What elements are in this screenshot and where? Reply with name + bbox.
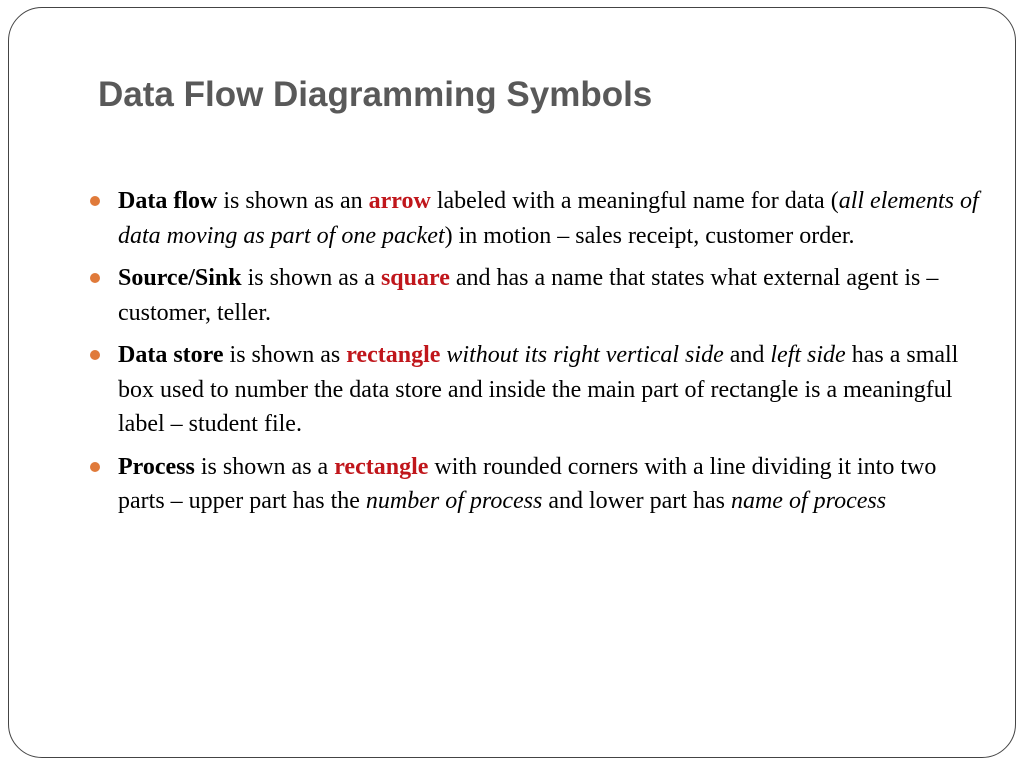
bullet-italic: all elements of data moving as part of one packet xyxy=(118,188,979,249)
bullet-text: ) in motion – sales receipt, customer order. xyxy=(444,222,855,249)
bullet-dot-icon xyxy=(90,196,100,206)
slide-title: Data Flow Diagramming Symbols xyxy=(98,75,653,114)
bullet-text: with rounded corners with a line dividing it into two parts – upper part has the xyxy=(118,453,937,514)
bullet-item-process xyxy=(89,450,979,519)
bullet-italic: without its right vertical side xyxy=(446,342,724,368)
bullet-text: labeled with a meaningful name for data ( xyxy=(430,188,839,214)
bullet-highlight: arrow xyxy=(368,188,431,214)
bullet-italic: number of process xyxy=(365,488,543,514)
bullet-term: Data store xyxy=(118,342,224,368)
bullet-text: is shown as a xyxy=(194,453,335,480)
bullet-text: and has a name that states what external agent is – customer, teller. xyxy=(118,265,939,326)
bullet-term: Process xyxy=(118,453,195,480)
bullet-text: and lower part has xyxy=(542,488,731,514)
bullet-text: and xyxy=(723,342,771,368)
bullet-italic: left side xyxy=(770,342,846,368)
bullet-text: is shown as a xyxy=(241,265,381,291)
bullet-dot-icon xyxy=(90,273,100,283)
bullet-text: is shown as an xyxy=(217,188,369,214)
bullet-text: is shown as xyxy=(223,342,347,368)
bullet-item-data-store xyxy=(89,338,979,442)
bullet-item-source-sink xyxy=(89,261,979,330)
bullet-dot-icon xyxy=(90,350,100,360)
bullet-dot-icon xyxy=(90,462,100,472)
bullet-highlight: rectangle xyxy=(346,342,441,368)
bullet-highlight: square xyxy=(380,265,450,291)
bullet-list xyxy=(89,184,979,527)
bullet-italic: name of process xyxy=(730,488,887,514)
bullet-term: Source/Sink xyxy=(118,265,242,291)
slide xyxy=(8,7,1016,758)
bullet-term: Data flow xyxy=(118,188,218,214)
bullet-item-data-flow xyxy=(89,184,979,253)
bullet-highlight: rectangle xyxy=(334,453,429,480)
bullet-text: has a small box used to number the data store and inside the main part of rectangle is a meaningful label – student file. xyxy=(118,342,959,437)
